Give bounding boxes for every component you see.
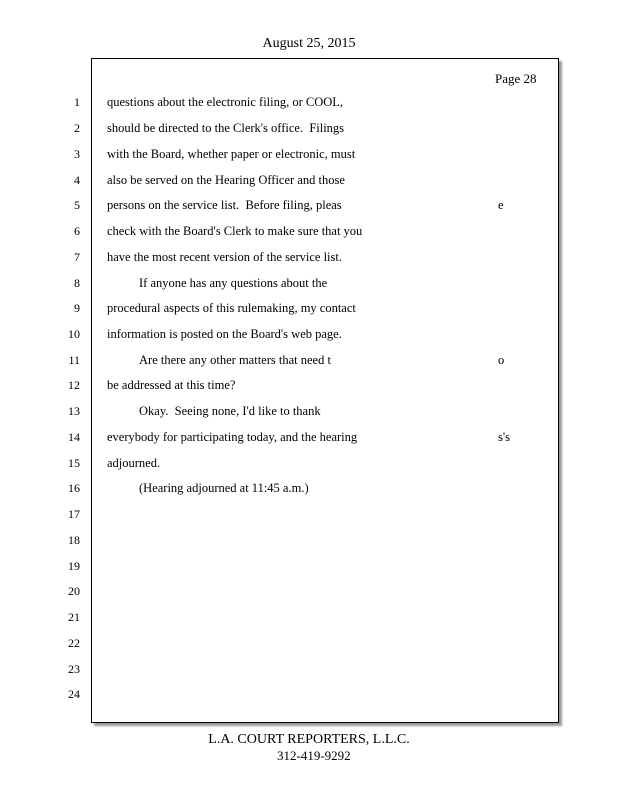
line-margin-text: o bbox=[498, 353, 505, 367]
line-text: be addressed at this time? bbox=[107, 378, 236, 392]
line-number: 5 bbox=[74, 198, 80, 212]
line-number: 6 bbox=[74, 224, 80, 238]
line-number: 16 bbox=[68, 481, 80, 495]
line-text: questions about the electronic filing, or COOL, bbox=[107, 95, 344, 109]
line-text: If anyone has any questions about the bbox=[139, 276, 328, 290]
line-number: 11 bbox=[68, 353, 80, 367]
line-number: 23 bbox=[68, 662, 80, 676]
line-number: 10 bbox=[68, 327, 80, 341]
line-number: 20 bbox=[68, 584, 80, 598]
line-number: 7 bbox=[74, 250, 80, 264]
line-text: with the Board, whether paper or electronic, must bbox=[107, 147, 356, 161]
line-number: 18 bbox=[68, 533, 80, 547]
line-margin-text: s's bbox=[498, 430, 510, 444]
line-text: everybody for participating today, and the hearing bbox=[107, 430, 358, 444]
line-number: 4 bbox=[74, 173, 80, 187]
line-number: 2 bbox=[74, 121, 80, 135]
line-text: Okay. Seeing none, I'd like to thank bbox=[139, 404, 321, 418]
footer-company-name: L.A. COURT REPORTERS, L.L.C. bbox=[208, 732, 410, 747]
line-text: procedural aspects of this rulemaking, my contact bbox=[107, 301, 356, 315]
footer-phone-number: 312-419-9292 bbox=[277, 748, 351, 763]
line-number: 17 bbox=[68, 507, 80, 521]
line-number: 22 bbox=[68, 636, 80, 650]
line-number: 19 bbox=[68, 559, 80, 573]
line-number: 1 bbox=[74, 95, 80, 109]
line-text: persons on the service list. Before filing, pleas bbox=[107, 198, 342, 212]
line-number: 13 bbox=[68, 404, 80, 418]
line-text: also be served on the Hearing Officer and those bbox=[107, 173, 345, 187]
line-text: check with the Board's Clerk to make sure that you bbox=[107, 224, 363, 238]
line-margin-text: e bbox=[498, 198, 504, 212]
line-number: 12 bbox=[68, 378, 80, 392]
line-number: 9 bbox=[74, 301, 80, 315]
line-number: 3 bbox=[74, 147, 80, 161]
line-number: 21 bbox=[68, 610, 80, 624]
line-text: should be directed to the Clerk's office. Filings bbox=[107, 121, 345, 135]
line-text: have the most recent version of the service list. bbox=[107, 250, 342, 264]
header-date: August 25, 2015 bbox=[262, 36, 356, 51]
line-number: 24 bbox=[68, 687, 80, 701]
line-number: 15 bbox=[68, 456, 80, 470]
line-text: information is posted on the Board's web page. bbox=[107, 327, 342, 341]
page-number: Page 28 bbox=[495, 71, 537, 86]
line-text: Are there any other matters that need t bbox=[139, 353, 331, 367]
line-number: 8 bbox=[74, 276, 80, 290]
line-text: adjourned. bbox=[107, 456, 161, 470]
line-text: (Hearing adjourned at 11:45 a.m.) bbox=[139, 481, 309, 495]
line-number: 14 bbox=[68, 430, 80, 444]
